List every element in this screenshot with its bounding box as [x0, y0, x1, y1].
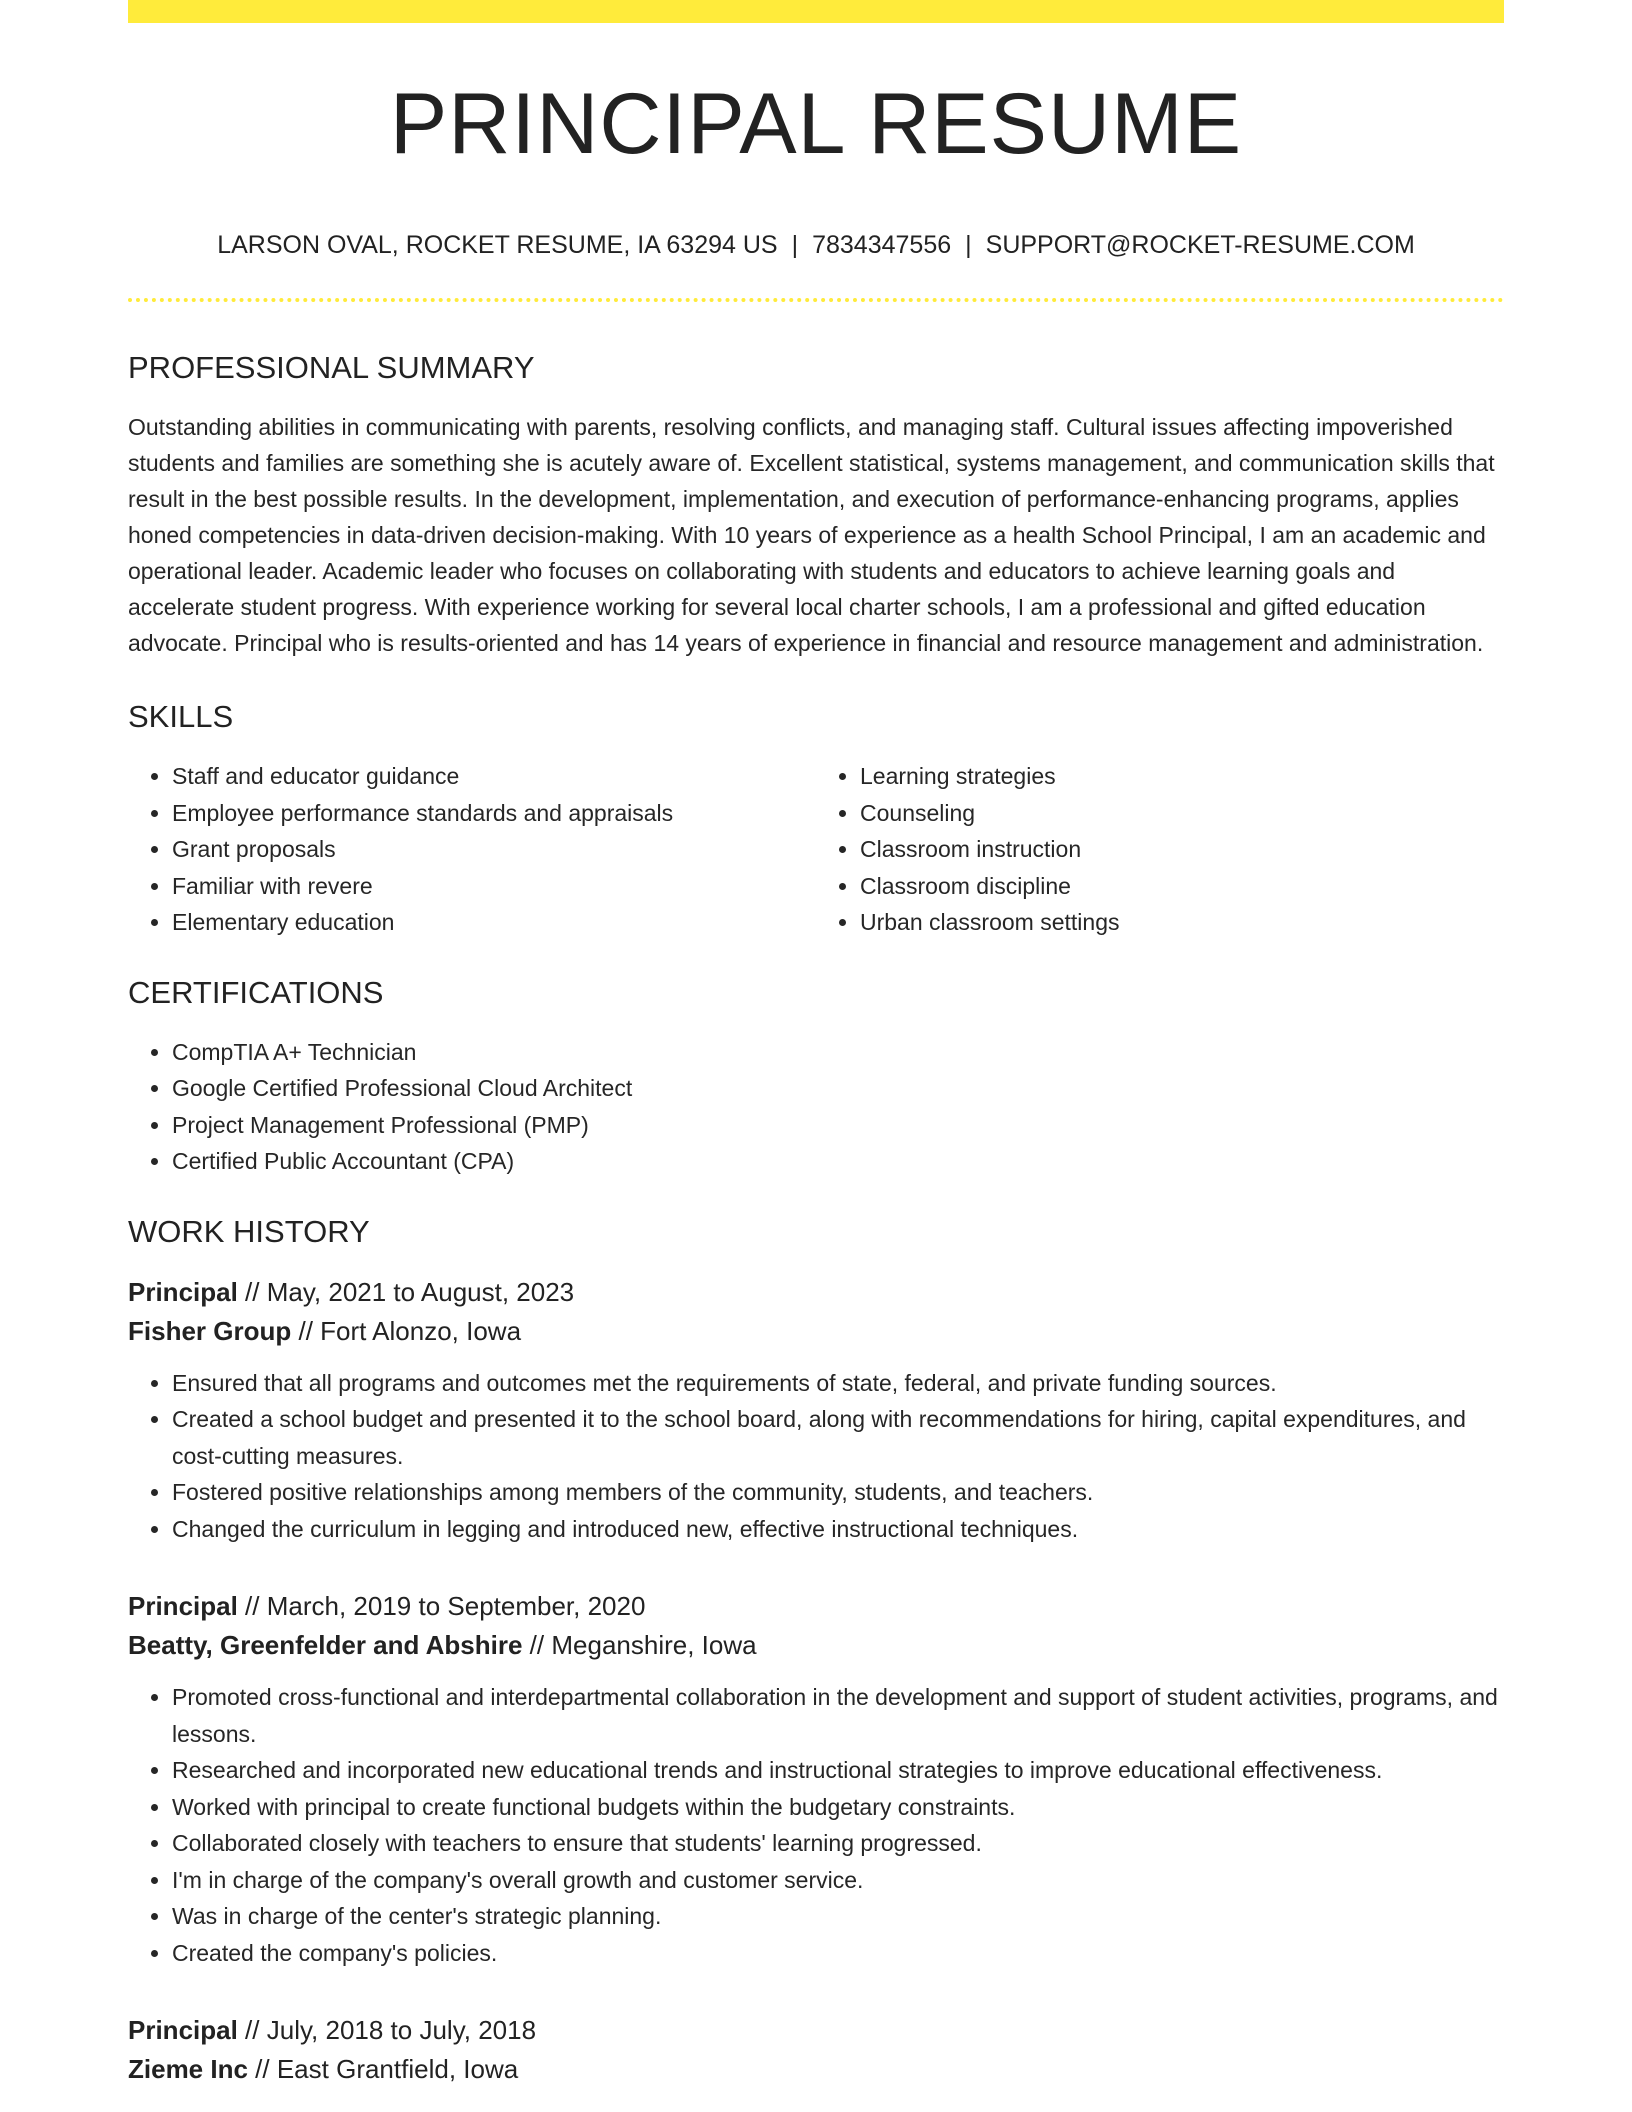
job-separator: // [247, 2054, 277, 2084]
summary-heading: PROFESSIONAL SUMMARY [128, 350, 535, 385]
job-company-line [128, 1312, 1504, 1351]
contact-separator: | [965, 231, 972, 259]
contact-address: LARSON OVAL, ROCKET RESUME, IA 63294 US [217, 231, 778, 259]
job-entry [128, 1587, 1504, 1971]
skill-item: • Urban classroom settings [860, 904, 1504, 941]
job-role: Principal [128, 1591, 238, 1621]
job-bullet: • I'm in charge of the company's overall growth and customer service. [172, 1862, 1504, 1899]
job-dates: July, 2018 to July, 2018 [266, 2015, 537, 2045]
job-location: East Grantfield, Iowa [276, 2054, 519, 2084]
skill-item: • Counseling [860, 795, 1504, 832]
resume-title: PRINCIPAL RESUME [389, 76, 1243, 172]
certifications-heading: CERTIFICATIONS [128, 974, 384, 1010]
job-bullet: • Created the company's policies. [172, 1935, 1504, 1972]
job-entry [128, 1273, 1504, 1548]
job-entry [128, 2011, 1504, 2089]
skill-item: • Elementary education [172, 904, 816, 941]
skills-columns [128, 758, 1504, 941]
certifications-list [128, 1034, 1504, 1180]
job-separator: // [237, 1591, 267, 1621]
job-bullet: • Collaborated closely with teachers to ensure that students' learning progressed. [172, 1825, 1504, 1862]
job-company-line [128, 2050, 1504, 2089]
job-bullet: • Promoted cross-functional and interdepartmental collaboration in the development and support of student activities, programs, and lessons. [172, 1679, 1504, 1752]
job-company: Fisher Group [128, 1315, 292, 1346]
job-dates: March, 2019 to September, 2020 [266, 1591, 646, 1621]
job-role-line [128, 2011, 1504, 2050]
work-history-heading: WORK HISTORY [128, 1213, 370, 1249]
job-location: Fort Alonzo, Iowa [320, 1315, 522, 1346]
skill-item: • Grant proposals [172, 831, 816, 868]
job-role-line [128, 1587, 1504, 1626]
job-company: Zieme Inc [128, 2054, 248, 2084]
skill-item: • Staff and educator guidance [172, 758, 816, 795]
job-bullet: • Ensured that all programs and outcomes met the requirements of state, federal, and private funding sources. [172, 1365, 1504, 1402]
job-bullet: • Fostered positive relationships among members of the community, students, and teachers. [172, 1474, 1504, 1511]
job-separator: // [237, 2015, 267, 2045]
skill-item: • Classroom discipline [860, 868, 1504, 905]
summary-text: Outstanding abilities in communicating with parents, resolving conflicts, and managing staff. Cultural issues affecting impoverished students and families are something she is acutely aware of. Excellent statistical, systems management, and communication skills that result in the best possible results. In the development, implementation, and execution of performance-enhancing programs, applies honed competencies in data-driven decision-making. With 10 years of experience as a health School Principal, I am an academic and operational leader. Academic leader who focuses on collaborating with students and educators to achieve learning goals and accelerate student progress. With experience working for several local charter schools, I am a professional and gifted education advocate. Principal who is results-oriented and has 14 years of experience in financial and resource management and administration. [128, 414, 1495, 656]
job-separator: // [291, 1315, 321, 1346]
job-company-line [128, 1626, 1504, 1665]
job-role-line [128, 1273, 1504, 1312]
skill-item: • Employee performance standards and appraisals [172, 795, 816, 832]
job-location: Meganshire, Iowa [551, 1630, 757, 1660]
job-bullet: • Was in charge of the center's strategic planning. [172, 1898, 1504, 1935]
contact-separator: | [791, 231, 799, 259]
contact-email: SUPPORT@ROCKET-RESUME.COM [985, 231, 1415, 259]
job-dates: May, 2021 to August, 2023 [266, 1276, 575, 1307]
job-separator: // [237, 1276, 267, 1307]
top-accent-bar [128, 0, 1504, 23]
dotted-divider [128, 298, 1504, 302]
job-company: Beatty, Greenfelder and Abshire [128, 1630, 523, 1660]
skill-item: • Classroom instruction [860, 831, 1504, 868]
job-bullets [128, 1365, 1504, 1548]
job-separator: // [522, 1630, 552, 1660]
certification-item: • Project Management Professional (PMP) [172, 1107, 1504, 1144]
resume-page [128, 0, 1504, 2089]
certification-item: • CompTIA A+ Technician [172, 1034, 1504, 1071]
certification-item: • Google Certified Professional Cloud Architect [172, 1070, 1504, 1107]
job-role: Principal [128, 1276, 238, 1307]
certification-item: • Certified Public Accountant (CPA) [172, 1143, 1504, 1180]
job-bullet: • Researched and incorporated new educational trends and instructional strategies to improve educational effectiveness. [172, 1752, 1504, 1789]
job-role: Principal [128, 2015, 238, 2045]
contact-line [128, 233, 1504, 258]
skill-item: • Familiar with revere [172, 868, 816, 905]
contact-phone: 7834347556 [812, 231, 952, 259]
job-bullet: • Created a school budget and presented it to the school board, along with recommendations for hiring, capital expenditures, and cost-cutting measures. [172, 1401, 1504, 1474]
skills-heading: SKILLS [128, 699, 234, 734]
job-bullets [128, 1679, 1504, 1971]
skills-list-right [816, 758, 1504, 941]
skills-list-left [128, 758, 816, 941]
job-bullet: • Worked with principal to create functional budgets within the budgetary constraints. [172, 1789, 1504, 1826]
job-bullet: • Changed the curriculum in legging and introduced new, effective instructional techniques. [172, 1511, 1504, 1548]
skill-item: • Learning strategies [860, 758, 1504, 795]
